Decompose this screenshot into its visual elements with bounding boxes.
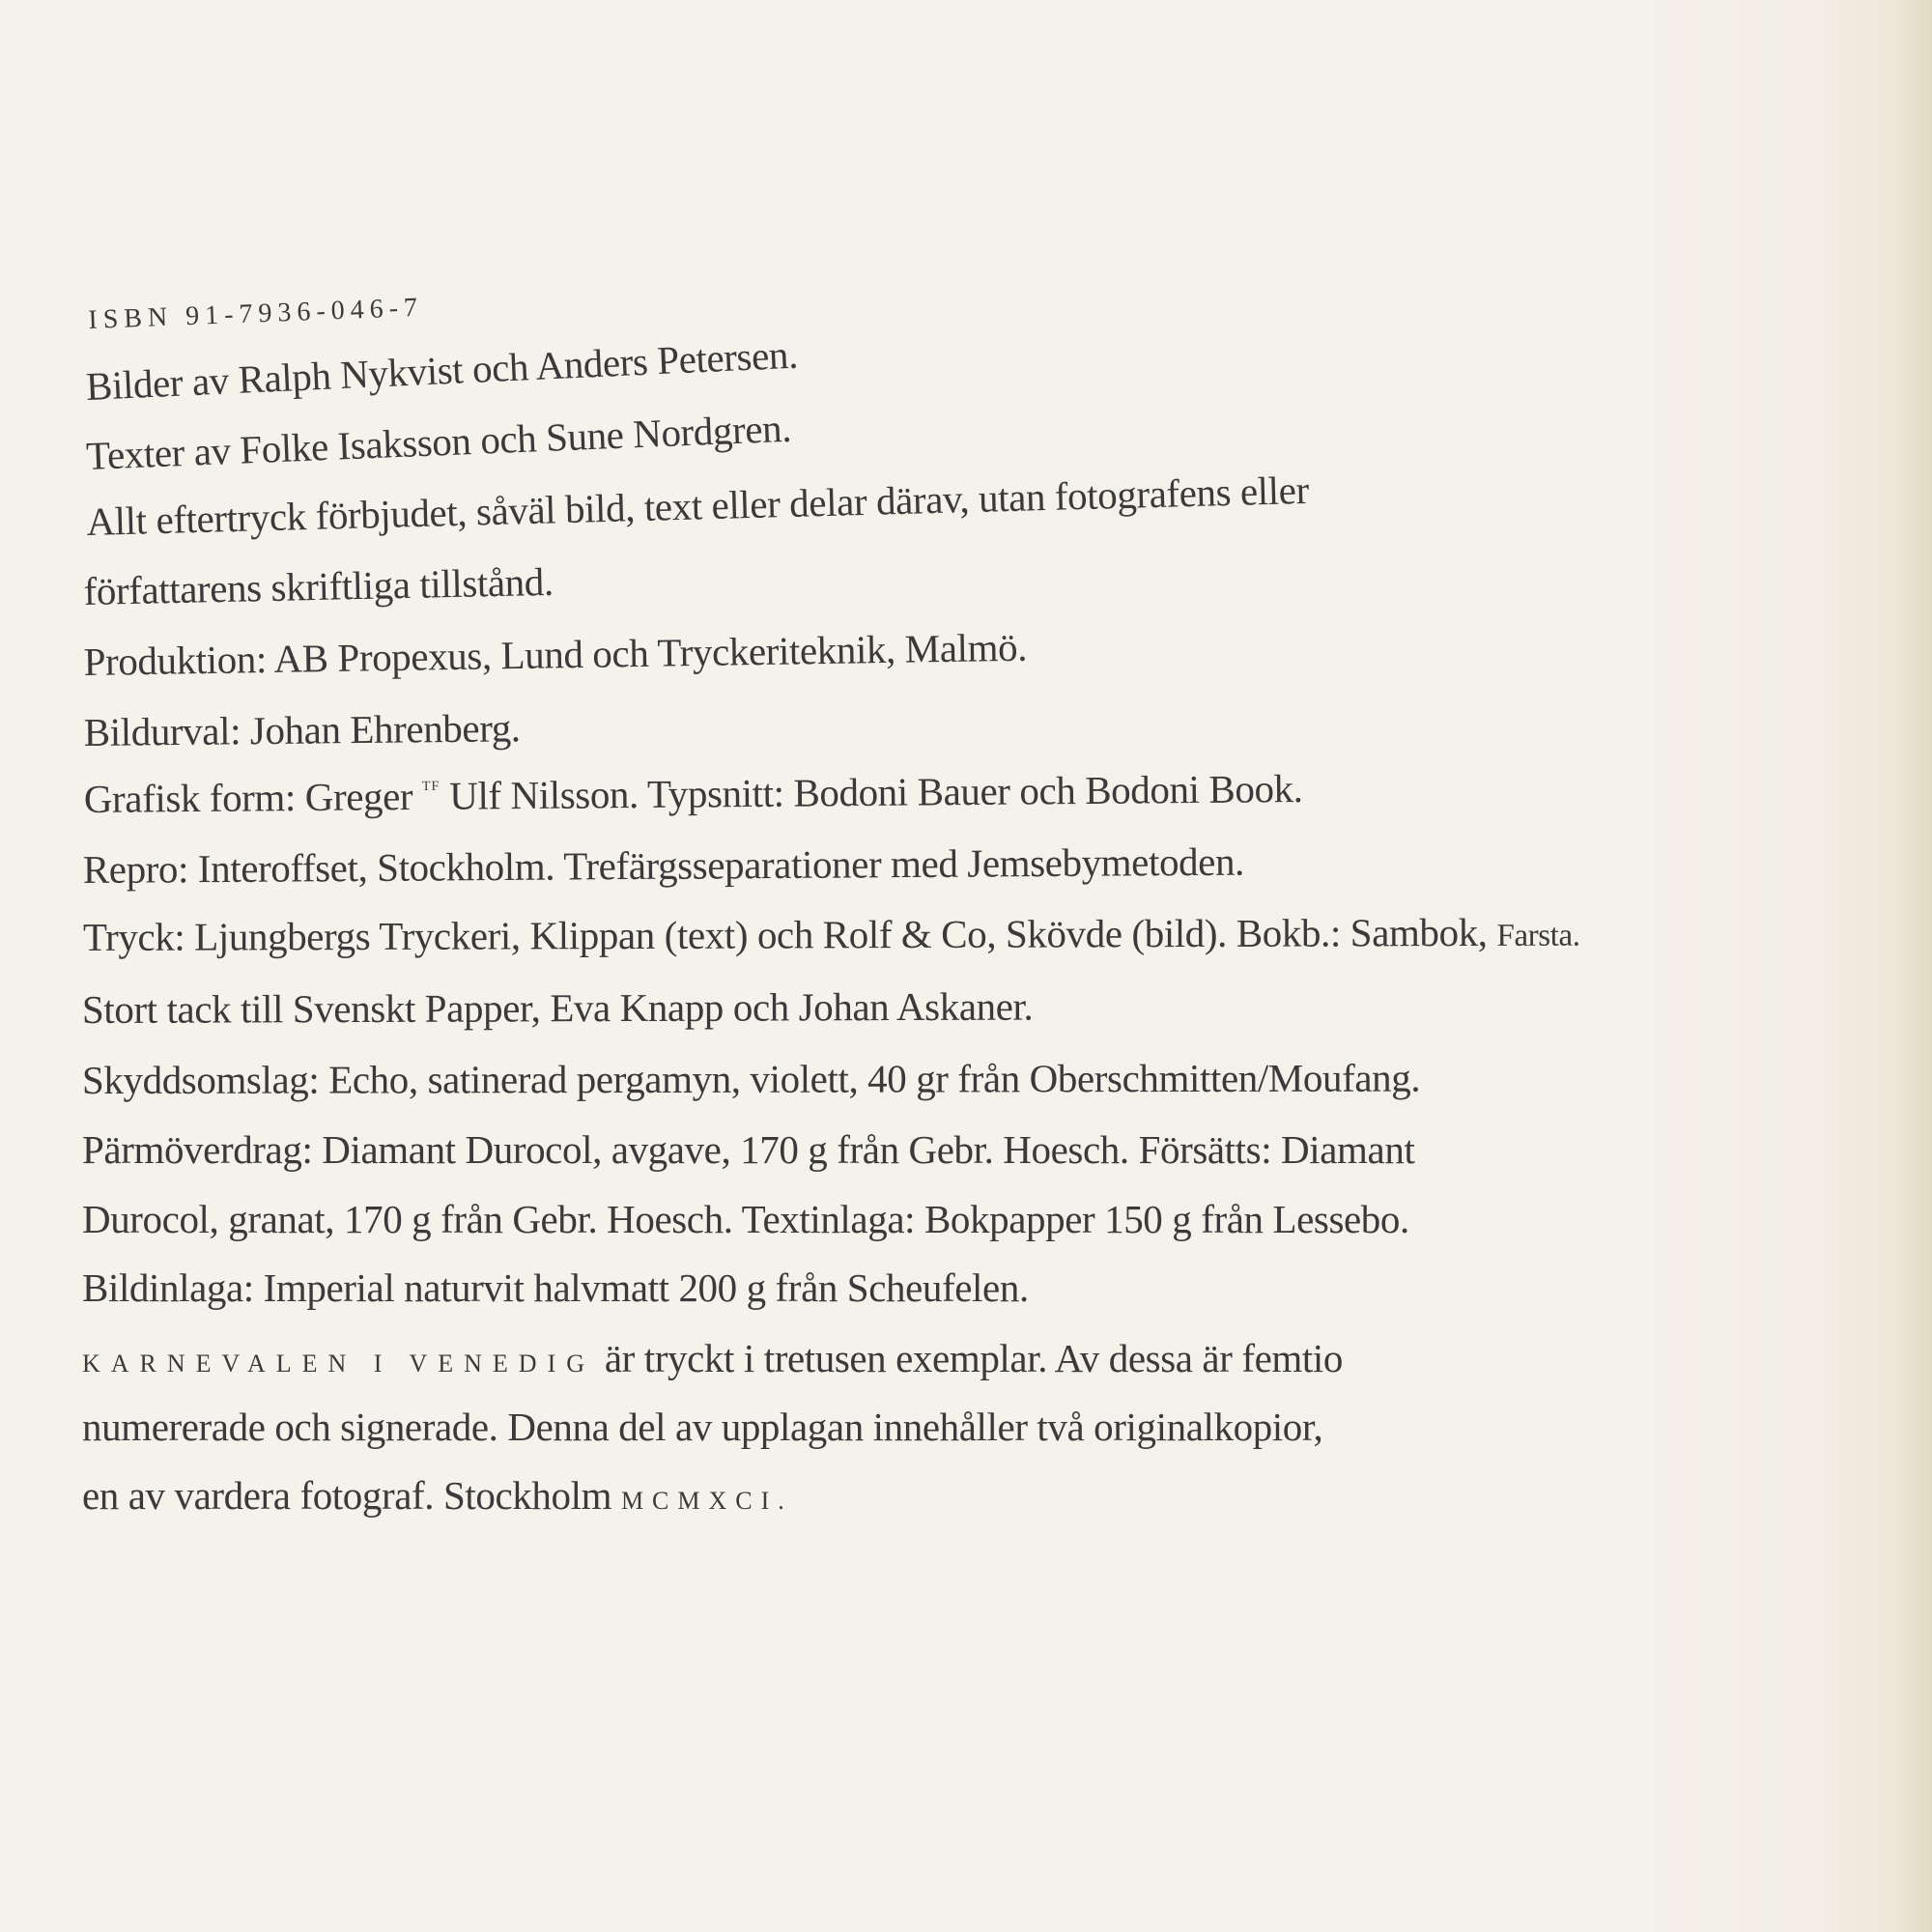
colophon-line-design	[83, 765, 1303, 821]
colophon-line-copyright-1: Allt eftertryck förbjudet, såväl bild, text eller delar därav, utan fotografens eller	[85, 467, 1310, 544]
edition-line-3-text: en av vardera fotograf. Stockholm	[82, 1473, 612, 1518]
colophon-line-selection: Bildurval: Johan Ehrenberg.	[83, 705, 521, 754]
colophon-line-repro: Repro: Interoffset, Stockholm. Trefärgsseparationer med Jemsebymetoden.	[82, 838, 1245, 892]
design-label: Grafisk form: Greger	[83, 774, 413, 821]
print-main: Tryck: Ljungbergs Tryckeri, Klippan (text) och Rolf & Co, Skövde (bild). Bokb.: Sambok,	[82, 909, 1488, 959]
edition-line-2: numererade och signerade. Denna del av upplagan innehåller två originalkopior,	[82, 1405, 1323, 1449]
colophon-line-thanks: Stort tack till Svenskt Papper, Eva Knapp och Johan Askaner.	[81, 983, 1034, 1032]
colophon-line-dustjacket: Skyddsomslag: Echo, satinerad pergamyn, violett, 40 gr från Oberschmitten/Moufang.	[81, 1055, 1421, 1102]
colophon-line-authors: Texter av Folke Isaksson och Sune Nordgren.	[85, 405, 792, 478]
design-rest: Ulf Nilsson. Typsnitt: Bodoni Bauer och Bodoni Book.	[449, 765, 1303, 818]
colophon-line-print	[82, 909, 1580, 959]
colophon-line-production: Produktion: AB Propexus, Lund och Tryckeriteknik, Malmö.	[83, 624, 1028, 684]
colophon-line-endpaper: Durocol, granat, 170 g från Gebr. Hoesch. Textinlaga: Bokpapper 150 g från Lessebo.	[82, 1197, 1409, 1241]
isbn-line: ISBN 91-7936-046-7	[87, 292, 424, 335]
tf-mark: TF	[421, 779, 440, 794]
page-edge-shadow	[1893, 0, 1932, 1932]
edition-line-1-rest: är tryckt i tretusen exemplar. Av dessa är femtio	[604, 1336, 1343, 1380]
colophon-line-copyright-2: författarens skriftliga tillstånd.	[83, 558, 554, 613]
colophon-line-photographers: Bilder av Ralph Nykvist och Anders Petersen.	[85, 331, 799, 409]
roman-year: MCMXCI.	[620, 1487, 793, 1515]
edition-line-1	[82, 1336, 1343, 1380]
colophon-line-image-paper: Bildinlaga: Imperial naturvit halvmatt 200 g från Scheufelen.	[82, 1265, 1029, 1310]
book-title-smallcaps: KARNEVALEN I VENEDIG	[82, 1350, 596, 1378]
edition-line-3	[82, 1473, 793, 1518]
colophon-line-cover: Pärmöverdrag: Diamant Durocol, avgave, 170 g från Gebr. Hoesch. Försätts: Diamant	[82, 1127, 1415, 1172]
print-farsta: Farsta.	[1496, 918, 1580, 953]
